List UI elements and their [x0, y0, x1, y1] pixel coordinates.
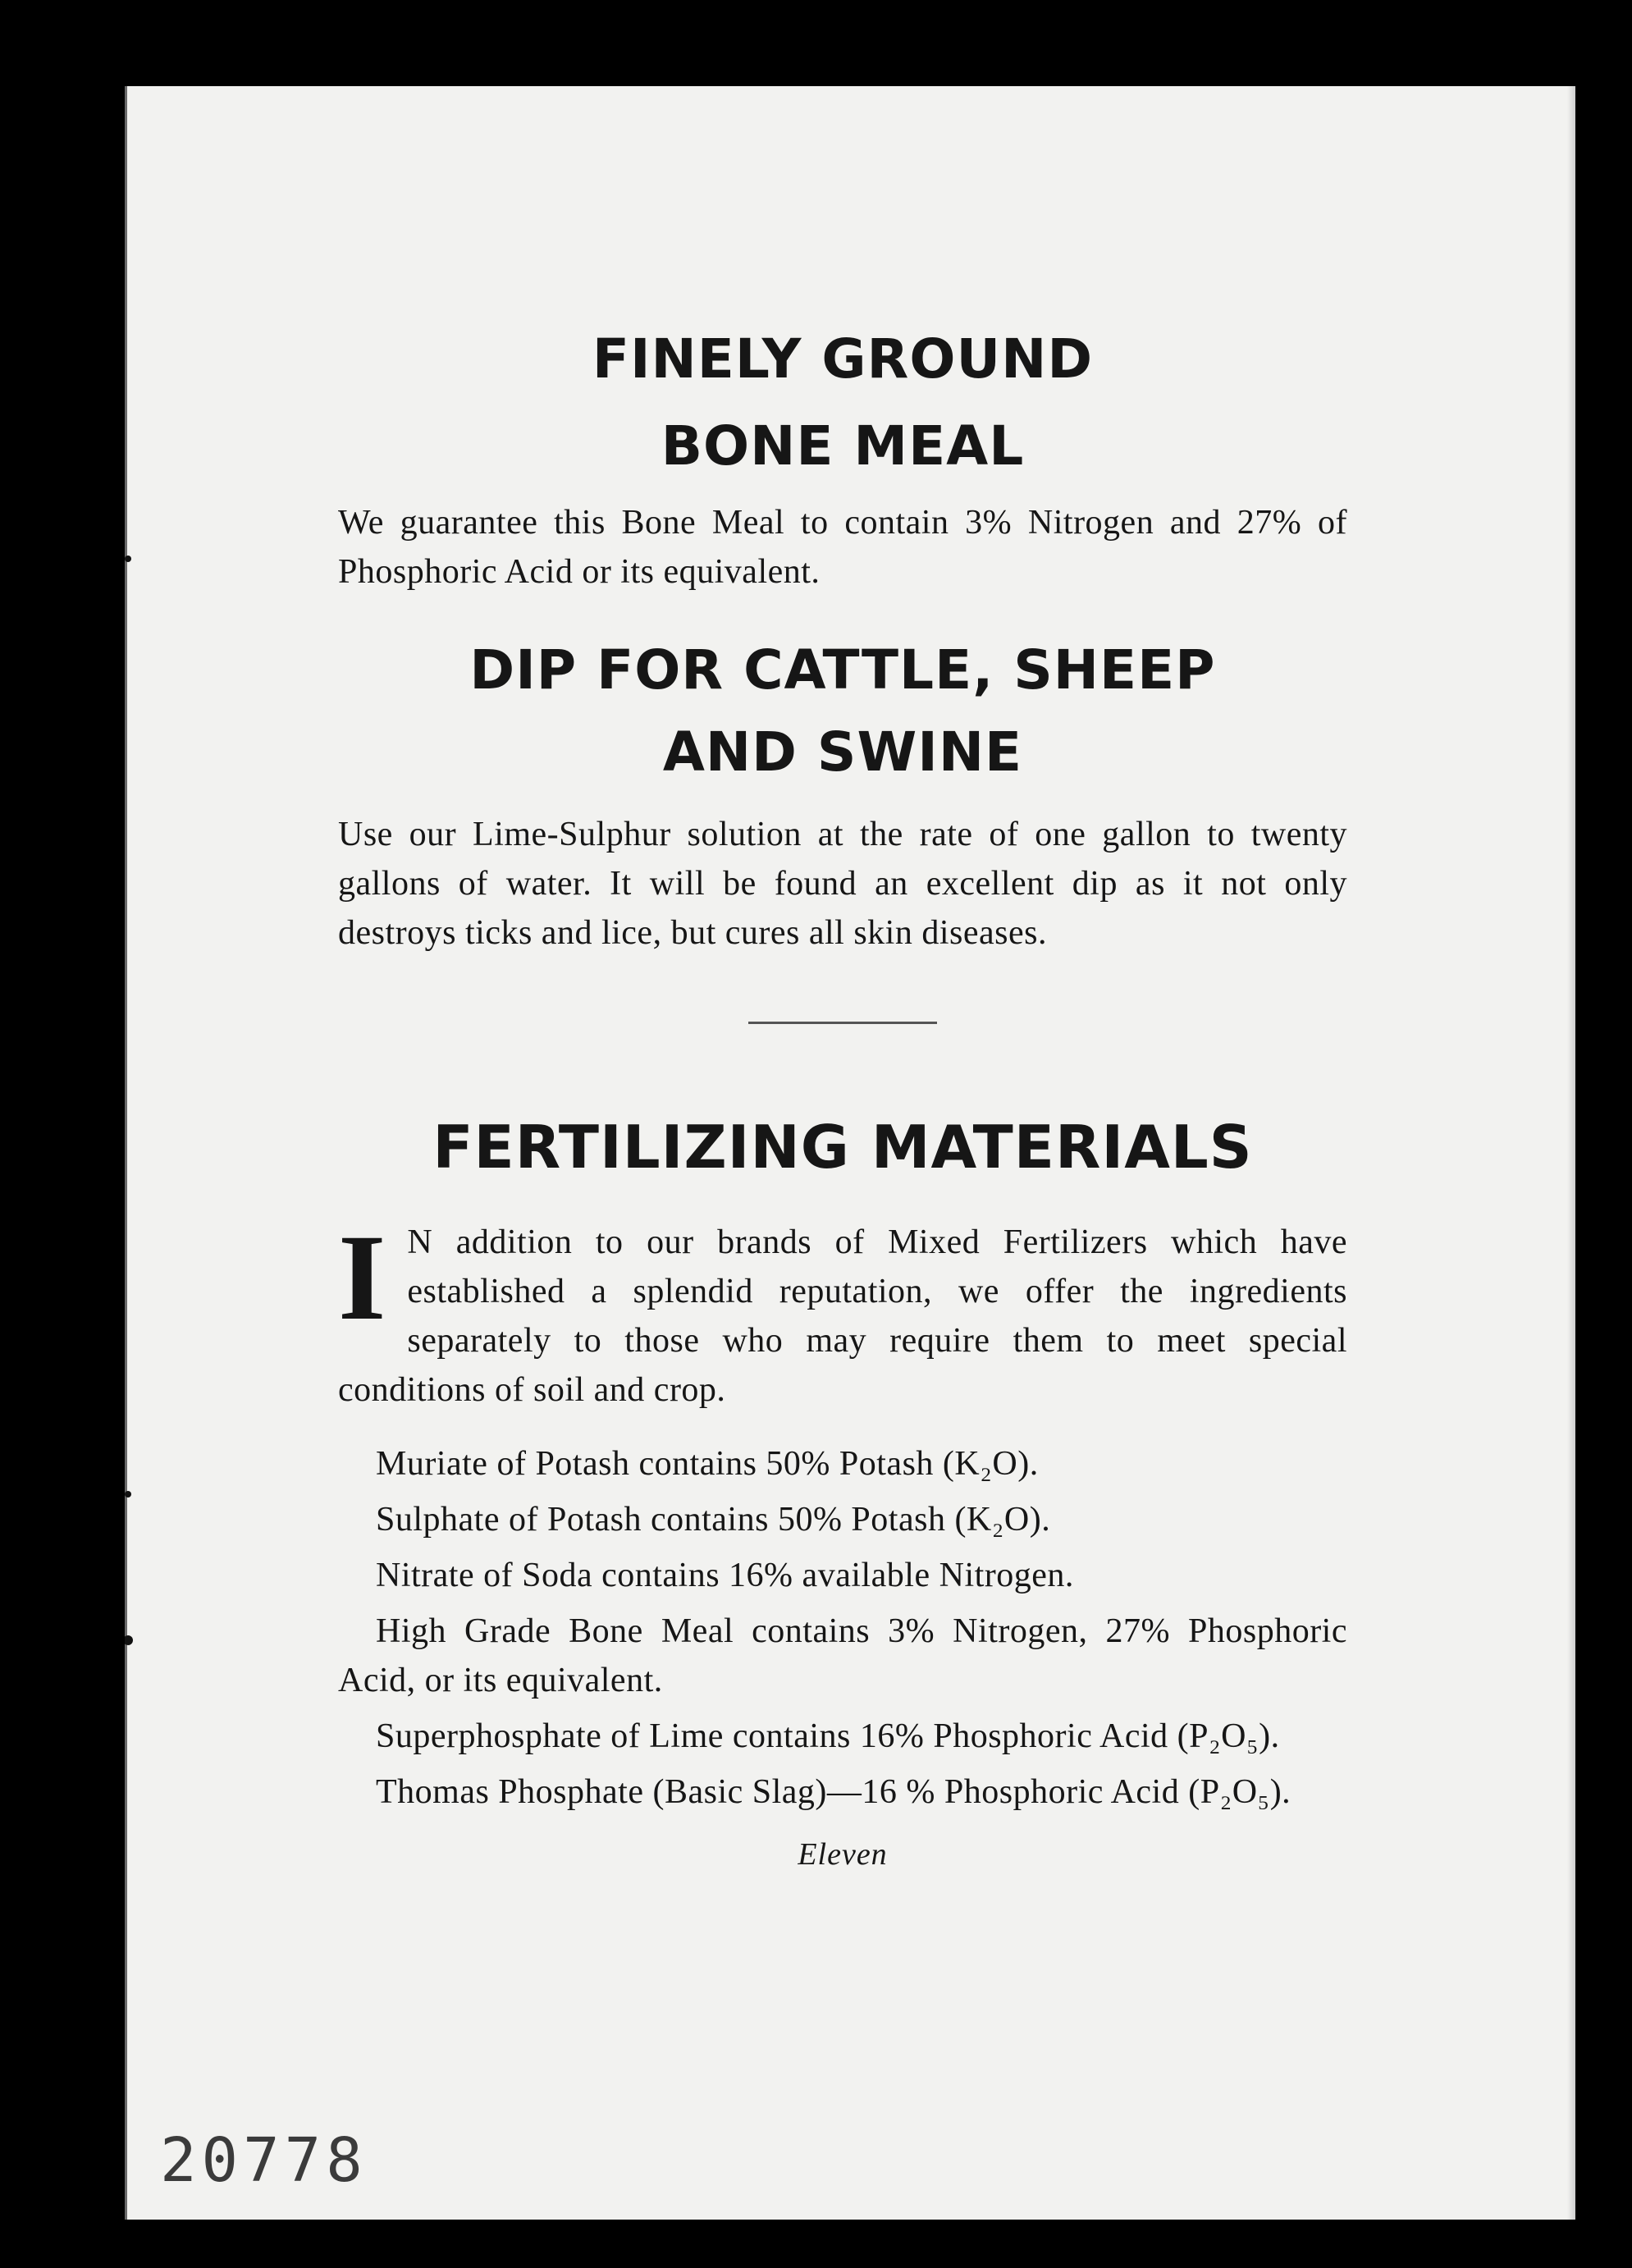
page-content	[338, 316, 1347, 1872]
material-item: High Grade Bone Meal contains 3% Nitrogen, 27% Phosphoric Acid, or its equivalent.	[338, 1612, 1347, 1699]
material-item: Nitrate of Soda contains 16% available Nitrogen.	[376, 1557, 1074, 1594]
bone-meal-heading-line2: BONE MEAL	[661, 414, 1025, 478]
fertilizing-intro-text: N addition to our brands of Mixed Fertilizers which have established a splendid reputation, we offer the ingredients separately to those who may require them to meet special conditions of soil and crop.	[338, 1223, 1347, 1409]
material-item: Thomas Phosphate (Basic Slag)—16 % Phosphoric Acid (P₂O₅).	[376, 1773, 1291, 1811]
fertilizing-intro	[338, 1209, 1347, 1415]
bone-meal-heading	[338, 316, 1347, 490]
material-item: Muriate of Potash contains 50% Potash (K₂O).	[376, 1445, 1039, 1483]
drop-cap: I	[338, 1209, 386, 1346]
document-page	[125, 86, 1575, 2220]
material-item: Sulphate of Potash contains 50% Potash (K₂O).	[376, 1501, 1051, 1539]
materials-list	[338, 1439, 1347, 1817]
material-item: Superphosphate of Lime contains 16% Phosphoric Acid (P₂O₅).	[376, 1717, 1280, 1755]
page-spine	[125, 86, 127, 2220]
bone-meal-body: We guarantee this Bone Meal to contain 3% Nitrogen and 27% of Phosphoric Acid or its equivalent.	[338, 504, 1347, 591]
binding-dot	[125, 556, 131, 562]
fertilizing-heading: FERTILIZING MATERIALS	[432, 1113, 1253, 1182]
binding-dot	[125, 1635, 133, 1645]
page-number: Eleven	[798, 1837, 888, 1872]
accession-stamp: 20778	[160, 2125, 368, 2196]
binding-dot	[125, 1491, 131, 1498]
bone-meal-heading-line1: FINELY GROUND	[592, 327, 1094, 391]
section-divider	[748, 1022, 937, 1024]
dip-body: Use our Lime-Sulphur solution at the rate of one gallon to twenty gallons of water. It will be found an excellent dip as it not only destroys ticks and lice, but cures all skin diseases.	[338, 816, 1347, 952]
dip-heading-line2: AND SWINE	[662, 720, 1023, 784]
page-edge	[1567, 86, 1575, 2220]
dip-heading	[338, 629, 1347, 793]
dip-heading-line1: DIP FOR CATTLE, SHEEP	[469, 638, 1216, 702]
